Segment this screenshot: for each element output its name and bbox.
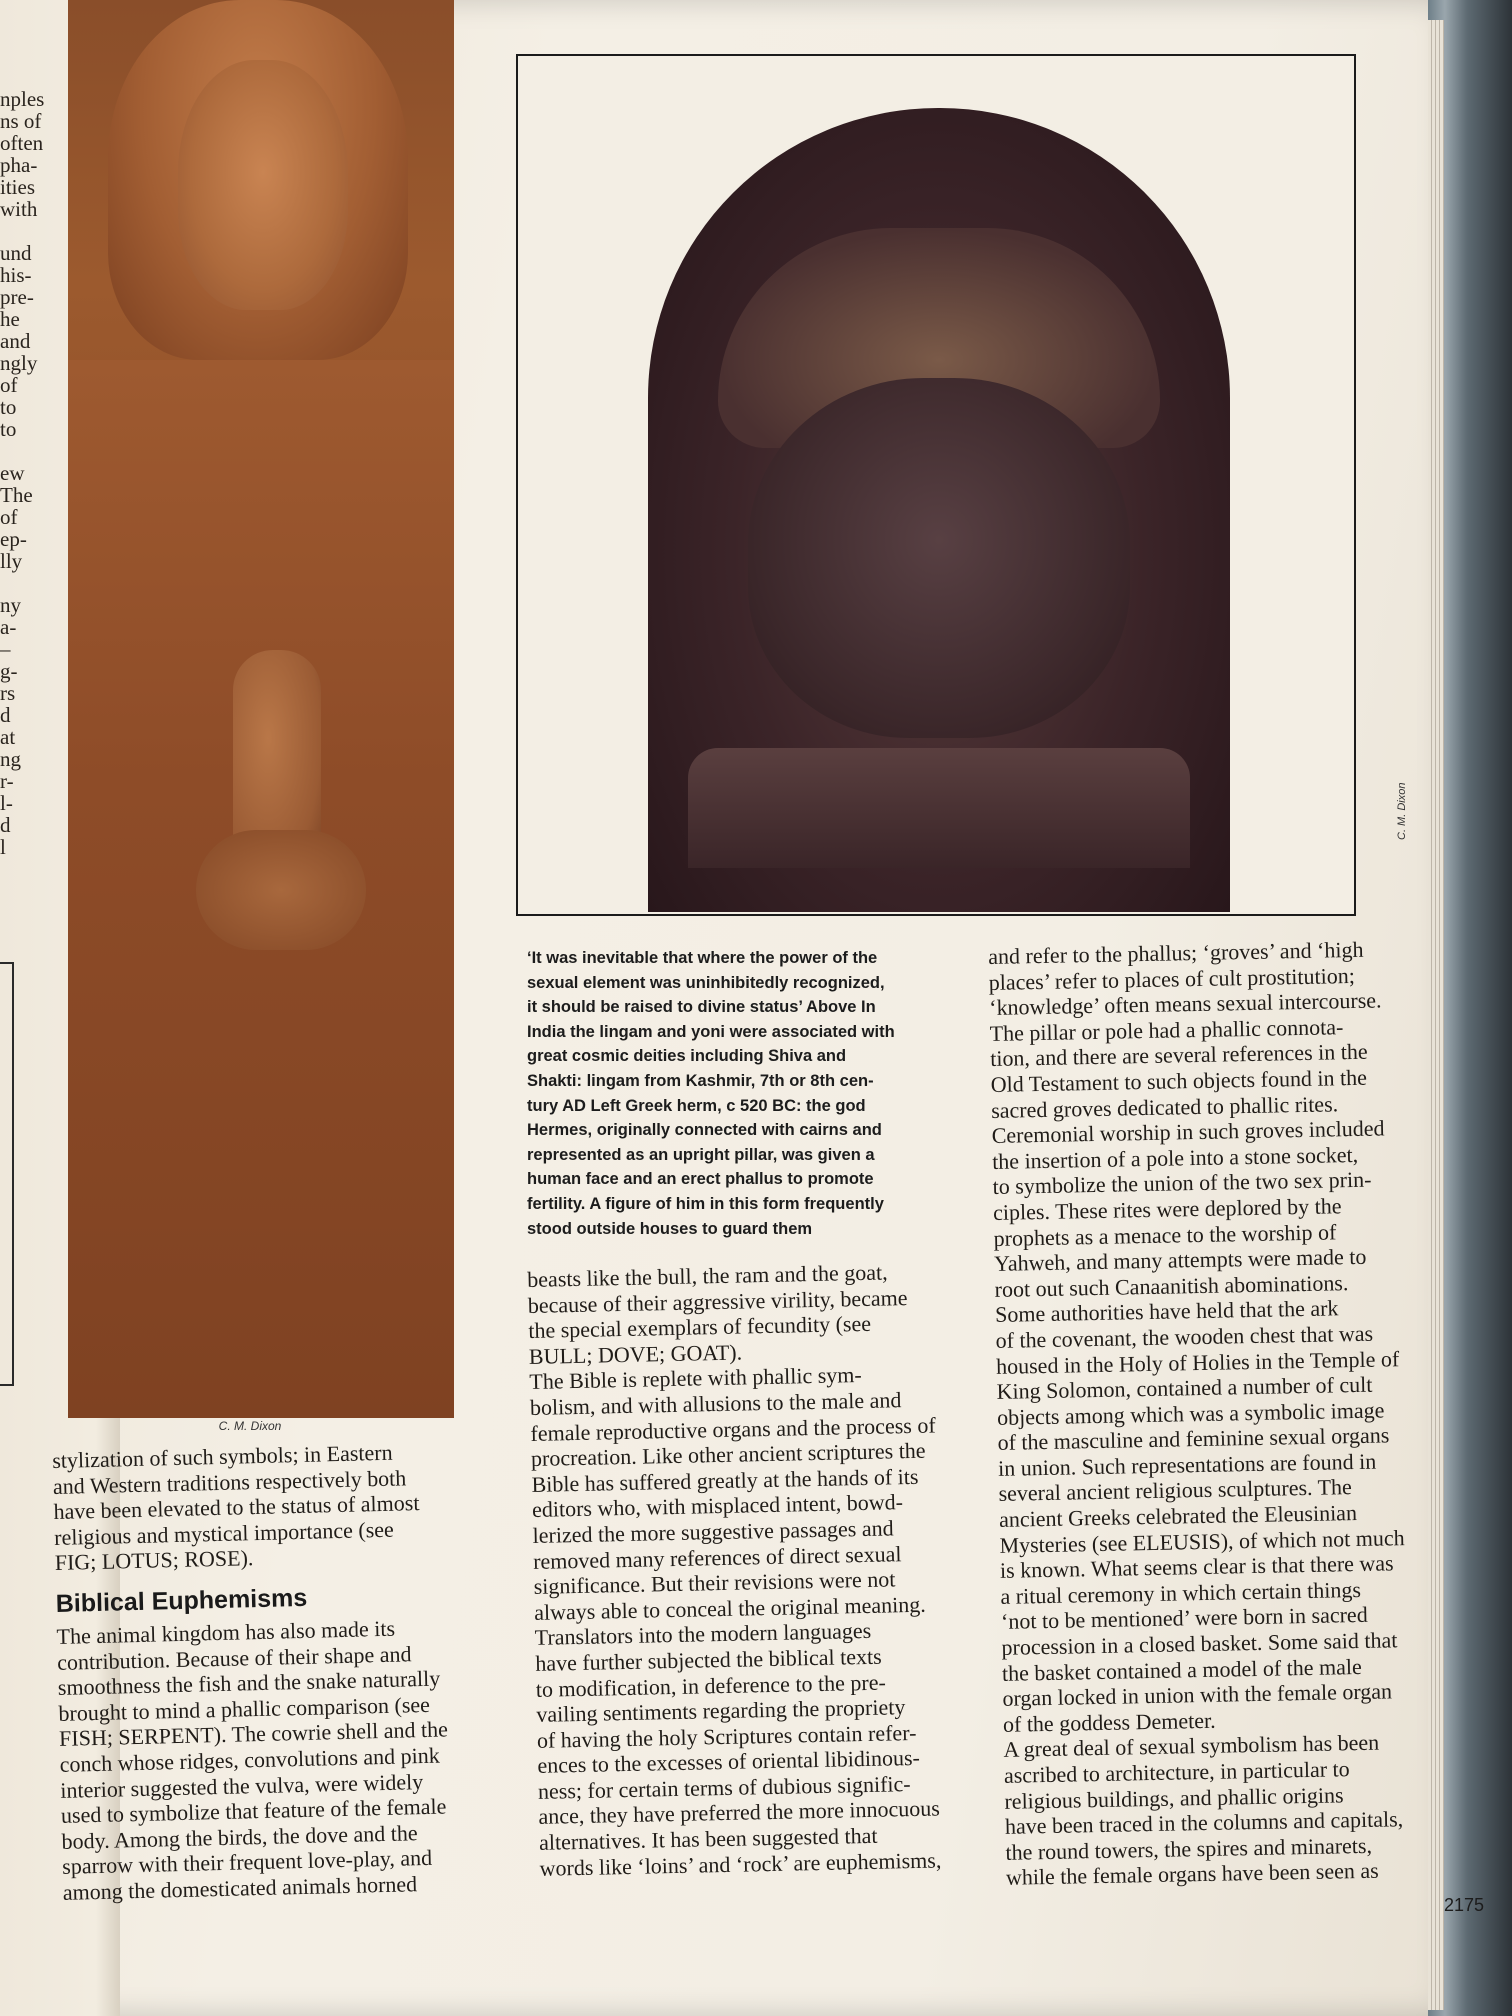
fragment-line: ng bbox=[0, 747, 21, 771]
text-line: Some authorities have held that the ark bbox=[994, 1295, 1339, 1328]
text-line: removed many references of direct sexual bbox=[532, 1540, 902, 1574]
text-line: while the female organs have been seen as bbox=[1005, 1858, 1379, 1891]
text-line: the special exemplars of fecundity (see bbox=[528, 1310, 872, 1344]
fragment-line: – bbox=[0, 637, 11, 661]
photo-credit-left: C. M. Dixon bbox=[218, 1419, 282, 1433]
text-line: because of their aggressive virility, became bbox=[527, 1284, 908, 1318]
caption-line: stood outside houses to guard them bbox=[527, 1219, 813, 1238]
text-line: in union. Such representations are found in bbox=[997, 1448, 1377, 1481]
fragment-line: rs bbox=[0, 681, 16, 705]
fragment-line: pre- bbox=[0, 285, 34, 309]
fragment-line: with bbox=[0, 197, 38, 221]
text-line: The pillar or pole had a phallic connota- bbox=[989, 1013, 1344, 1046]
text-line: housed in the Holy of Holies in the Temple of bbox=[995, 1345, 1400, 1379]
text-line: ences to the excesses of oriental libidinous- bbox=[537, 1745, 921, 1779]
kashmir-lingam-photo bbox=[648, 108, 1230, 912]
fragment-line: r- bbox=[0, 769, 14, 793]
photo-caption bbox=[527, 946, 973, 1241]
fragment-line: of bbox=[0, 373, 18, 397]
text-line: among the domesticated animals horned bbox=[62, 1871, 418, 1905]
text-line: ancient Greeks celebrated the Eleusinian bbox=[998, 1500, 1358, 1532]
text-line: ness; for certain terms of dubious signific- bbox=[537, 1770, 911, 1804]
text-line: alternatives. It has been suggested that bbox=[538, 1822, 878, 1855]
text-line: Yahweh, and many attempts were made to bbox=[993, 1243, 1367, 1277]
fragment-line: d bbox=[0, 813, 11, 837]
text-line: and refer to the phallus; ‘groves’ and ‘high bbox=[988, 936, 1364, 969]
fragment-line: The bbox=[0, 483, 33, 507]
text-line: female reproductive organs and the process of bbox=[530, 1412, 936, 1446]
fragment-line: he bbox=[0, 307, 20, 331]
text-line: smoothness the fish and the snake naturally bbox=[57, 1665, 441, 1701]
text-line: of the masculine and feminine sexual organs bbox=[997, 1422, 1390, 1456]
fragment-line: ngly bbox=[0, 351, 38, 375]
text-line: a ritual ceremony in which certain things bbox=[1000, 1576, 1362, 1609]
caption-line: ‘It was inevitable that where the power of the bbox=[527, 949, 878, 967]
fragment-line: ities bbox=[0, 175, 35, 199]
text-line: lerized the more suggestive passages and bbox=[532, 1515, 894, 1548]
text-column-1 bbox=[52, 1437, 508, 1905]
text-line: prophets as a menace to the worship of bbox=[993, 1218, 1337, 1251]
lingam-collar bbox=[688, 748, 1190, 868]
photo-credit-right bbox=[1396, 820, 1486, 840]
text-line: ‘knowledge’ often means sexual intercourse. bbox=[988, 987, 1382, 1021]
text-line: the insertion of a pole into a stone socket, bbox=[991, 1141, 1359, 1174]
text-line: places’ refer to places of cult prostitution; bbox=[988, 962, 1356, 995]
fragment-line: pha- bbox=[0, 153, 38, 177]
fragment-line: lly bbox=[0, 549, 23, 573]
text-line: objects among which was a symbolic image bbox=[996, 1397, 1385, 1430]
text-line: Mysteries (see ELEUSIS), of which not much bbox=[999, 1524, 1405, 1558]
lingam-face bbox=[748, 378, 1130, 738]
text-line: conch whose ridges, convolutions and pink bbox=[59, 1742, 440, 1777]
text-line: to symbolize the union of the two sex prin- bbox=[992, 1167, 1372, 1200]
caption-line: great cosmic deities including Shiva and bbox=[527, 1047, 847, 1066]
fragment-line: l- bbox=[0, 791, 13, 815]
text-line: several ancient religious sculptures. The bbox=[998, 1474, 1353, 1507]
text-line: have been traced in the columns and capitals, bbox=[1004, 1806, 1404, 1840]
text-line: religious buildings, and phallic origins bbox=[1004, 1781, 1344, 1814]
caption-line: sexual element was uninhibitedly recognized, bbox=[527, 973, 885, 992]
text-line: procreation. Like other ancient scriptures the bbox=[530, 1437, 926, 1472]
page-number: 2175 bbox=[1444, 1895, 1485, 1915]
fragment-line: l bbox=[0, 835, 6, 859]
text-line: brought to mind a phallic comparison (see bbox=[58, 1691, 431, 1726]
column-1-body bbox=[56, 1613, 508, 1905]
fragment-line bbox=[0, 572, 44, 594]
greek-herm-photo bbox=[68, 0, 454, 1418]
text-line: to modification, in deference to the pre- bbox=[535, 1669, 887, 1702]
fragment-line: d bbox=[0, 703, 11, 727]
text-line: the basket contained a model of the male bbox=[1001, 1653, 1362, 1686]
text-line: Bible has suffered greatly at the hands of its bbox=[531, 1463, 919, 1497]
subheading-biblical-euphemisms: Biblical Euphemisms bbox=[55, 1583, 308, 1618]
herm-testes bbox=[196, 830, 366, 950]
text-line: the round towers, the spires and minarets, bbox=[1005, 1832, 1373, 1865]
text-line: procession in a closed basket. Some said that bbox=[1001, 1627, 1398, 1660]
text-line: The animal kingdom has also made its bbox=[56, 1615, 396, 1649]
text-line: Translators into the modern languages bbox=[534, 1618, 872, 1651]
facing-page-rule bbox=[0, 962, 14, 1386]
caption-line: human face and an erect phallus to promote bbox=[527, 1170, 874, 1189]
fragment-line: nples bbox=[0, 87, 45, 111]
facing-page-text-fragment bbox=[0, 88, 44, 858]
text-line: have further subjected the biblical texts bbox=[535, 1643, 882, 1676]
fragment-line bbox=[0, 440, 44, 462]
text-line: tion, and there are several references in the bbox=[989, 1039, 1368, 1072]
fragment-line: to bbox=[0, 417, 17, 441]
text-line: ascribed to architecture, in particular to bbox=[1003, 1756, 1350, 1788]
text-line: King Solomon, contained a number of cult bbox=[996, 1371, 1373, 1405]
text-line: BULL; DOVE; GOAT). bbox=[528, 1339, 743, 1369]
fragment-line: to bbox=[0, 395, 17, 419]
column-1-intro bbox=[52, 1437, 500, 1576]
text-line: and Western traditions respectively both bbox=[52, 1464, 407, 1499]
text-line: organ locked in union with the female organ bbox=[1002, 1678, 1393, 1712]
text-line: of the goddess Demeter. bbox=[1002, 1707, 1216, 1737]
caption-line: Hermes, originally connected with cairns and bbox=[527, 1121, 882, 1140]
caption-line: represented as an upright pillar, was given a bbox=[527, 1145, 875, 1164]
text-line: beasts like the bull, the ram and the goat, bbox=[527, 1259, 888, 1292]
fragment-line: his- bbox=[0, 263, 32, 287]
text-line: body. Among the birds, the dove and the bbox=[61, 1819, 418, 1854]
text-line: Old Testament to such objects found in the bbox=[990, 1064, 1368, 1097]
text-line: religious and mystical importance (see bbox=[53, 1516, 395, 1550]
fragment-line: ny bbox=[0, 593, 21, 617]
text-line: FIG; LOTUS; ROSE). bbox=[54, 1545, 254, 1576]
text-line: contribution. Because of their shape and bbox=[56, 1640, 412, 1675]
herm-face bbox=[178, 60, 348, 310]
text-line: of having the holy Scriptures contain refer- bbox=[536, 1719, 917, 1753]
fragment-line: of bbox=[0, 505, 18, 529]
text-line: FISH; SERPENT). The cowrie shell and the bbox=[58, 1716, 449, 1752]
caption-line: tury AD Left Greek herm, c 520 BC: the god bbox=[527, 1096, 866, 1115]
fragment-line: a- bbox=[0, 615, 17, 639]
fragment-line: at bbox=[0, 725, 16, 749]
text-line: is known. What seems clear is that there was bbox=[999, 1550, 1394, 1584]
text-line: significance. But their revisions were not bbox=[533, 1566, 896, 1600]
text-line: sparrow with their frequent love-play, and bbox=[61, 1845, 433, 1880]
caption-line: India the lingam and yoni were associated with bbox=[527, 1022, 895, 1041]
text-line: always able to conceal the original meaning. bbox=[533, 1591, 926, 1625]
fragment-line: ns of bbox=[0, 109, 42, 133]
text-line: Ceremonial worship in such groves included bbox=[991, 1115, 1385, 1149]
text-line: The Bible is replete with phallic sym- bbox=[529, 1362, 862, 1395]
text-line: ance, they have preferred the more innocuous bbox=[538, 1795, 941, 1830]
text-line: have been elevated to the status of almost bbox=[53, 1490, 420, 1525]
text-column-3 bbox=[988, 935, 1474, 1891]
text-line: stylization of such symbols; in Eastern bbox=[52, 1439, 393, 1473]
fragment-line: and bbox=[0, 329, 31, 353]
text-line: of the covenant, the wooden chest that was bbox=[995, 1320, 1374, 1353]
text-column-2 bbox=[527, 1257, 1007, 1881]
text-line: A great deal of sexual symbolism has been bbox=[1003, 1730, 1380, 1763]
text-line: root out such Canaanitish abominations. bbox=[994, 1269, 1349, 1302]
caption-line: fertility. A figure of him in this form frequently bbox=[527, 1194, 884, 1213]
text-line: editors who, with misplaced intent, bowd- bbox=[531, 1489, 904, 1523]
caption-line: Shakti: lingam from Kashmir, 7th or 8th cen- bbox=[527, 1071, 874, 1090]
fragment-line: g- bbox=[0, 659, 18, 683]
text-line: vailing sentiments regarding the propriety bbox=[536, 1694, 906, 1727]
fragment-line: often bbox=[0, 131, 44, 155]
caption-line: it should be raised to divine status’ Above In bbox=[527, 998, 876, 1017]
fragment-line: ep- bbox=[0, 527, 27, 551]
fragment-line: ew bbox=[0, 461, 25, 485]
text-line: interior suggested the vulva, were widely bbox=[60, 1768, 424, 1803]
text-line: bolism, and with allusions to the male and bbox=[529, 1387, 902, 1420]
text-line: sacred groves dedicated to phallic rites. bbox=[990, 1090, 1339, 1123]
fragment-line bbox=[0, 220, 44, 242]
text-line: used to symbolize that feature of the female bbox=[60, 1793, 447, 1829]
text-line: ‘not to be mentioned’ were born in sacred bbox=[1000, 1602, 1368, 1635]
fragment-line: und bbox=[0, 241, 32, 265]
text-line: words like ‘loins’ and ‘rock’ are euphemisms, bbox=[539, 1847, 942, 1881]
text-line: ciples. These rites were deplored by the bbox=[992, 1193, 1342, 1225]
